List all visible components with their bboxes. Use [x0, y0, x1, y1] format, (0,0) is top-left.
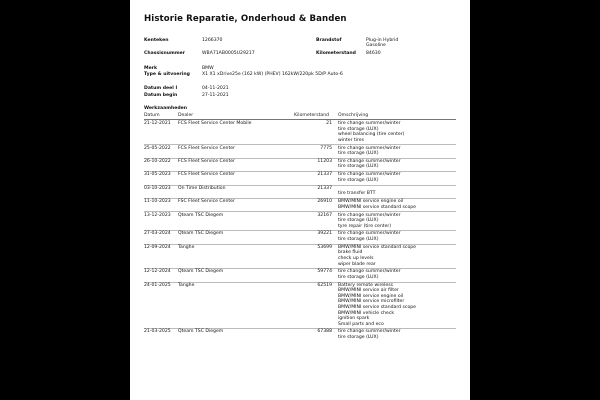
row-omschrijving-item: BMW/MINI service microfilter	[338, 299, 405, 305]
row-omschrijving-item: Small parts and eco	[338, 321, 384, 327]
werkzaamheden-title: Werkzaamheden	[144, 106, 188, 111]
row-omschrijving-item: tire change summer/winter	[338, 172, 401, 178]
row-omschrijving-item: BMW/MINI service standard scope	[338, 304, 416, 310]
row-omschrijving-item: BMW/MINI service engine oil	[338, 293, 404, 299]
row-dealer: FCS Fleet Service Center	[178, 145, 235, 151]
row-dealer: FCS Fleet Service Center Mobile	[178, 121, 252, 126]
kilometerstand-label: Kilometerstand	[316, 51, 356, 56]
row-omschrijving-item: tire change summer/winter	[338, 269, 401, 275]
row-datum: 25-05-2022	[144, 145, 171, 151]
row-kilometerstand: 32167	[317, 212, 332, 218]
row-omschrijving-item: tire transfer BTT	[338, 191, 376, 197]
row-dealer: Qteam TSC Diegem	[178, 231, 224, 237]
row-kilometerstand: 26910	[317, 199, 332, 205]
row-omschrijving-item: tire change summer/winter	[338, 145, 401, 151]
row-datum: 27-03-2024	[144, 231, 171, 237]
row-omschrijving-item: tire storage (LUX)	[338, 237, 379, 242]
row-kilometerstand: 21	[326, 121, 332, 126]
row-datum: 21-03-2025	[144, 329, 171, 335]
datum-begin-label: Datum begin	[144, 93, 178, 98]
row-omschrijving-item: tire change summer/winter	[338, 329, 401, 335]
row-omschrijving-item: tire storage (LUX)	[338, 335, 379, 340]
row-datum: 11-10-2023	[144, 199, 171, 205]
row-omschrijving-item: tire storage (LUX)	[338, 274, 379, 280]
datum-deel-value: 04-11-2021	[202, 86, 229, 91]
col-km-header: Kilometerstand	[294, 113, 330, 118]
datum-begin-value: 27-11-2021	[202, 93, 229, 98]
datum-deel-label: Datum deel I	[144, 86, 178, 91]
row-omschrijving-item: tire storage (LUX)	[338, 126, 379, 132]
row-omschrijving-item: tyre repair (tire center)	[338, 223, 392, 229]
row-omschrijving-item: check up levels	[338, 255, 374, 261]
header-divider	[144, 119, 456, 120]
row-kilometerstand: 59774	[317, 269, 332, 275]
merk-label: Merk	[144, 66, 158, 71]
row-dealer: Qteam TSC Diegem	[178, 329, 224, 335]
row-omschrijving-item: BMW/MINI service standard scope	[338, 204, 416, 210]
row-dealer: Tanghe	[178, 244, 195, 250]
kilometerstand-value: 84630	[366, 51, 381, 56]
row-dealer: FCS Fleet Service Center	[178, 172, 235, 178]
row-omschrijving-item: tire change summer/winter	[338, 158, 401, 164]
row-omschrijving-item: winter tires	[338, 137, 365, 143]
row-datum: 21-12-2021	[144, 121, 171, 126]
row-omschrijving-item: tire change summer/winter	[338, 231, 401, 237]
document-page	[130, 0, 470, 400]
row-omschrijving-item: tire storage (LUX)	[338, 177, 379, 183]
row-kilometerstand: 7775	[320, 145, 332, 151]
type-label: Type & uitvoering	[144, 72, 190, 77]
row-dealer: FSC Fleet Service Center	[178, 199, 235, 205]
row-datum: 26-10-2022	[144, 158, 171, 164]
row-kilometerstand: 21337	[317, 185, 332, 191]
kenteken-value: 1266370	[202, 38, 223, 43]
row-omschrijving-item: BMW/MINI service engine oil	[338, 199, 404, 205]
row-omschrijving-item: brake fluid	[338, 250, 363, 256]
row-dealer: Qteam TSC Diegem	[178, 269, 224, 275]
row-datum: 24-01-2025	[144, 282, 171, 288]
row-omschrijving-item: tire change summer/winter	[338, 121, 401, 126]
row-kilometerstand: 62519	[317, 282, 332, 288]
col-datum-header: Datum	[144, 113, 160, 118]
brandstof-label: Brandstof	[316, 38, 342, 43]
row-dealer: Tanghe	[178, 282, 195, 288]
row-omschrijving-item: tire change summer/winter	[338, 212, 401, 218]
row-omschrijving-item: wheel balancing (tire center)	[338, 132, 405, 138]
chassisnummer-label: Chassisnummer	[144, 51, 186, 56]
row-dealer: On Time Distribution	[178, 185, 226, 191]
row-omschrijving-item: tire storage (LUX)	[338, 218, 379, 224]
chassisnummer-value: WBA71AB0005U29217	[202, 51, 255, 56]
row-omschrijving-item: Battery remote wireless	[338, 282, 393, 288]
row-kilometerstand: 53699	[317, 244, 332, 250]
row-omschrijving-item: ignition spark	[338, 316, 370, 322]
row-omschrijving-item: tire storage (LUX)	[338, 151, 379, 157]
row-omschrijving-item: BMW/MINI service air filter	[338, 288, 399, 294]
type-value: X1 X1 xDrive25e (162 kW) (PHEV) 162kW/220pk 5D/P Auto-6	[202, 72, 343, 77]
brandstof-value: Plug-in Hybrid	[366, 38, 399, 43]
row-dealer: Qteam TSC Diegem	[178, 212, 224, 218]
row-omschrijving-item: BMW/MINI service standard scope	[338, 244, 416, 250]
row-kilometerstand: 67388	[317, 329, 332, 335]
row-datum: 12-09-2024	[144, 244, 171, 250]
col-dealer-header: Dealer	[178, 113, 194, 118]
row-datum: 03-10-2023	[144, 185, 171, 191]
row-dealer: FCS Fleet Service Center	[178, 158, 235, 164]
row-kilometerstand: 21337	[317, 172, 332, 178]
row-datum: 12-12-2024	[144, 269, 171, 275]
row-omschrijving-item: wiper blade rear	[338, 261, 376, 267]
row-kilometerstand: 39221	[317, 231, 332, 237]
row-omschrijving-item: BMW/MINI vehicle check	[338, 310, 395, 316]
row-omschrijving-item: tire storage (LUX)	[338, 164, 379, 170]
page-title: Historie Reparatie, Onderhoud & Banden	[144, 14, 347, 24]
row-kilometerstand: 11203	[317, 158, 332, 164]
col-omschrijving-header: Omschrijving	[338, 113, 369, 118]
brandstof-value-2: Gasoline	[366, 43, 386, 48]
row-datum: 31-05-2023	[144, 172, 171, 178]
row-datum: 13-12-2023	[144, 212, 171, 218]
merk-value: BMW	[202, 66, 214, 71]
kenteken-label: Kenteken	[144, 38, 169, 43]
